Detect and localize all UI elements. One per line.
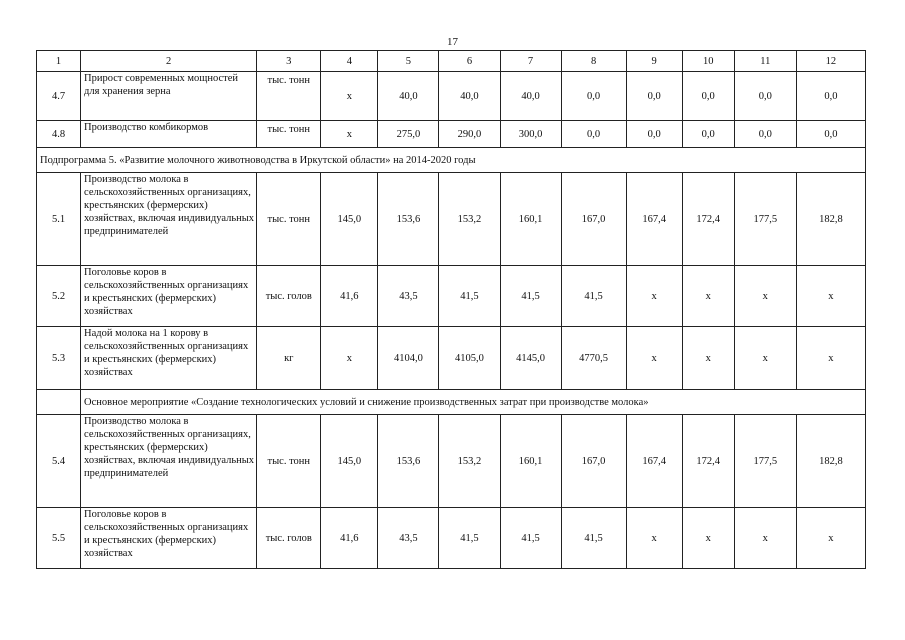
column-number: 9 [626,51,682,72]
value-cell: 167,0 [561,415,626,508]
value-cell: 41,5 [439,266,500,327]
column-number: 2 [81,51,257,72]
value-cell: х [734,327,796,390]
unit: тыс. тонн [257,121,321,148]
value-cell: х [734,508,796,569]
indicator-row [37,327,866,390]
row-number: 4.8 [37,121,81,148]
value-cell: 41,5 [439,508,500,569]
value-cell: 172,4 [682,173,734,266]
value-cell: 41,5 [500,266,561,327]
value-cell: 0,0 [561,72,626,121]
indicator-name: Поголовье коров в сельскохозяйственных организациях и крестьянских (фермерских) хозяйствах [81,266,257,327]
row-number: 5.4 [37,415,81,508]
value-cell: 41,5 [561,508,626,569]
value-cell: 41,6 [321,508,378,569]
indicator-row [37,121,866,148]
value-cell: 0,0 [796,121,865,148]
value-cell: х [796,266,865,327]
main-event-row [37,390,866,415]
value-cell: 167,4 [626,173,682,266]
row-number: 5.5 [37,508,81,569]
value-cell: х [682,266,734,327]
column-number-row [37,51,866,72]
row-number: 5.3 [37,327,81,390]
value-cell: 40,0 [378,72,439,121]
unit: тыс. тонн [257,72,321,121]
value-cell: х [321,72,378,121]
column-number: 3 [257,51,321,72]
row-number: 5.1 [37,173,81,266]
value-cell: 0,0 [626,72,682,121]
value-cell: 40,0 [439,72,500,121]
value-cell: 0,0 [734,121,796,148]
value-cell: х [682,327,734,390]
value-cell: 0,0 [626,121,682,148]
value-cell: 300,0 [500,121,561,148]
value-cell: 0,0 [796,72,865,121]
main-event-title: Основное мероприятие «Создание технологических условий и снижение производственных затрат при производстве молока» [81,390,866,415]
value-cell: 43,5 [378,266,439,327]
indicator-name: Производство комбикормов [81,121,257,148]
indicator-row [37,266,866,327]
indicator-name: Поголовье коров в сельскохозяйственных организациях и крестьянских (фермерских) хозяйствах [81,508,257,569]
indicator-row [37,173,866,266]
column-number: 12 [796,51,865,72]
column-number: 7 [500,51,561,72]
value-cell: х [321,327,378,390]
subprogram-row [37,148,866,173]
value-cell: 0,0 [734,72,796,121]
column-number: 4 [321,51,378,72]
indicator-row [37,508,866,569]
unit: тыс. голов [257,266,321,327]
column-number: 10 [682,51,734,72]
value-cell: 172,4 [682,415,734,508]
column-number: 11 [734,51,796,72]
value-cell: х [626,266,682,327]
value-cell: 0,0 [561,121,626,148]
value-cell: 41,5 [500,508,561,569]
value-cell: 182,8 [796,415,865,508]
subprogram-title: Подпрограмма 5. «Развитие молочного животноводства в Иркутской области» на 2014-2020 годы [37,148,866,173]
value-cell: 160,1 [500,415,561,508]
value-cell: 145,0 [321,415,378,508]
value-cell: 4145,0 [500,327,561,390]
value-cell: 41,6 [321,266,378,327]
indicators-table [36,50,866,569]
value-cell: 40,0 [500,72,561,121]
value-cell: 182,8 [796,173,865,266]
value-cell: 275,0 [378,121,439,148]
unit: тыс. голов [257,508,321,569]
value-cell: х [796,327,865,390]
column-number: 1 [37,51,81,72]
value-cell: 177,5 [734,173,796,266]
indicator-name: Производство молока в сельскохозяйственных организациях, крестьянских (фермерских) хозяйствах, включая индивидуальных предпринимателей [81,173,257,266]
indicator-name: Прирост современных мощностей для хранения зерна [81,72,257,121]
indicator-name: Производство молока в сельскохозяйственных организациях, крестьянских (фермерских) хозяйствах, включая индивидуальных предпринимателей [81,415,257,508]
unit: тыс. тонн [257,173,321,266]
value-cell: 290,0 [439,121,500,148]
value-cell: 177,5 [734,415,796,508]
value-cell: х [626,508,682,569]
value-cell: 4105,0 [439,327,500,390]
value-cell: 167,4 [626,415,682,508]
column-number: 5 [378,51,439,72]
value-cell: 153,2 [439,415,500,508]
value-cell: 41,5 [561,266,626,327]
value-cell: 4104,0 [378,327,439,390]
value-cell: х [734,266,796,327]
value-cell: 145,0 [321,173,378,266]
unit: кг [257,327,321,390]
column-number: 6 [439,51,500,72]
value-cell: 0,0 [682,72,734,121]
value-cell: х [682,508,734,569]
value-cell: х [626,327,682,390]
row-number: 4.7 [37,72,81,121]
unit: тыс. тонн [257,415,321,508]
indicator-name: Надой молока на 1 корову в сельскохозяйственных организациях и крестьянских (фермерских) хозяйствах [81,327,257,390]
value-cell: х [321,121,378,148]
page-number: 17 [447,36,458,48]
value-cell: 153,6 [378,415,439,508]
indicator-row [37,72,866,121]
value-cell: 0,0 [682,121,734,148]
value-cell: 153,6 [378,173,439,266]
empty-cell [37,390,81,415]
value-cell: 167,0 [561,173,626,266]
value-cell: 153,2 [439,173,500,266]
value-cell: 4770,5 [561,327,626,390]
column-number: 8 [561,51,626,72]
value-cell: х [796,508,865,569]
row-number: 5.2 [37,266,81,327]
indicator-row [37,415,866,508]
value-cell: 160,1 [500,173,561,266]
value-cell: 43,5 [378,508,439,569]
